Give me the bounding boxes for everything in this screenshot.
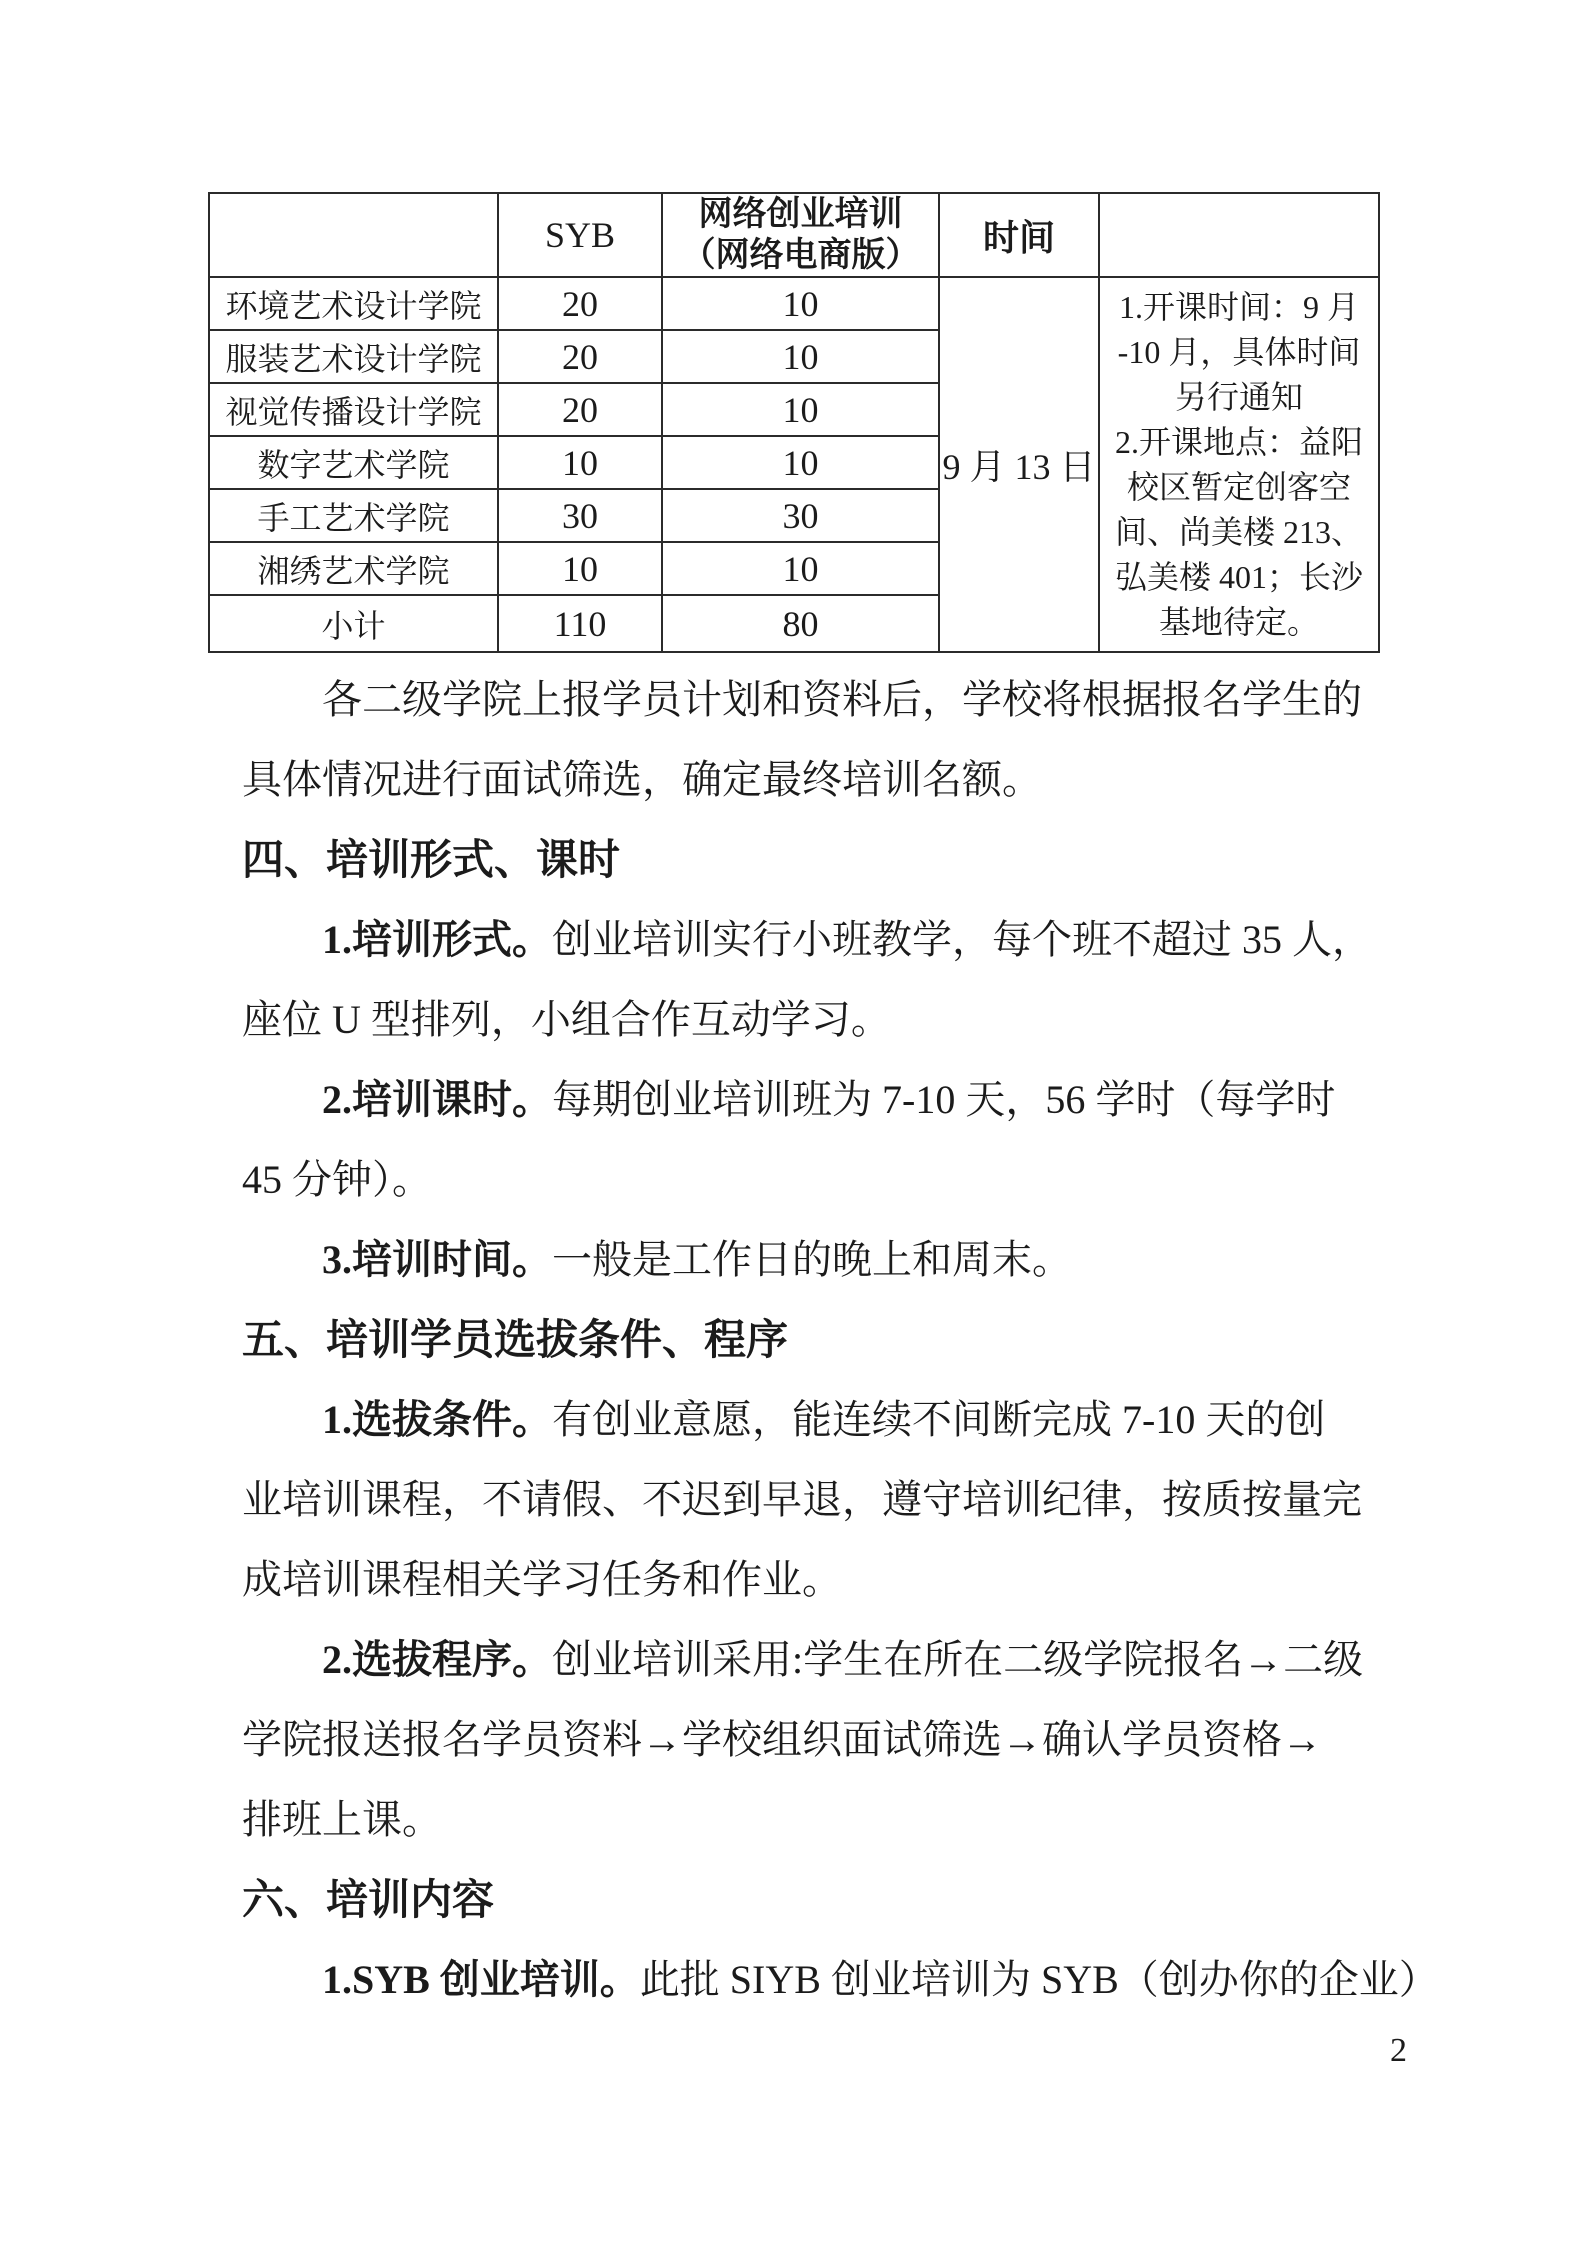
cell-time-merged: 9 月 13 日 xyxy=(939,277,1099,652)
notes-line: 2.开课地点：益阳 xyxy=(1114,423,1363,460)
line-text: 具体情况进行面试筛选，确定最终培训名额。 xyxy=(242,757,1042,802)
section-heading xyxy=(242,1860,1442,1940)
line-text: 创业培训采用:学生在所在二级学院报名→二级 xyxy=(552,1637,1364,1682)
cell-college: 小计 xyxy=(209,595,498,652)
body-line xyxy=(242,1940,1442,2020)
cell-syb: 20 xyxy=(498,383,662,436)
body-line xyxy=(242,1620,1442,1700)
cell-notes-merged xyxy=(1099,277,1379,652)
body-line xyxy=(242,1380,1442,1460)
cell-syb: 20 xyxy=(498,277,662,330)
line-text: 学院报送报名学员资料→学校组织面试筛选→确认学员资格→ xyxy=(242,1717,1322,1762)
body-line xyxy=(242,1460,1442,1540)
notes-line: 弘美楼 401；长沙 xyxy=(1114,558,1363,595)
cell-college: 手工艺术学院 xyxy=(209,489,498,542)
notes-line: -10 月，具体时间 xyxy=(1117,333,1361,370)
cell-net: 30 xyxy=(662,489,939,542)
line-text: 成培训课程相关学习任务和作业。 xyxy=(242,1557,842,1602)
body-line xyxy=(242,1060,1442,1140)
line-text: 座位 U 型排列，小组合作互动学习。 xyxy=(242,997,891,1042)
notes-line: 校区暂定创客空 xyxy=(1126,468,1351,505)
body-line xyxy=(242,1140,1442,1220)
line-text: 五、培训学员选拔条件、程序 xyxy=(242,1316,789,1363)
line-text: 每期创业培训班为 7-10 天，56 学时（每学时 xyxy=(552,1077,1336,1122)
body-line xyxy=(242,900,1442,980)
table-body xyxy=(209,277,1379,652)
header-net-training xyxy=(662,193,939,277)
notes-line: 1.开课时间：9 月 xyxy=(1118,288,1359,325)
header-net-line2: （网络电商版） xyxy=(681,237,920,274)
training-plan-table xyxy=(208,192,1380,653)
table-row xyxy=(209,277,1379,330)
bold-label: 1.选拔条件。 xyxy=(322,1397,552,1442)
line-text: 六、培训内容 xyxy=(242,1876,495,1923)
notes-line: 间、尚美楼 213、 xyxy=(1114,513,1363,550)
cell-college: 湘绣艺术学院 xyxy=(209,542,498,595)
notes-line: 基地待定。 xyxy=(1158,603,1319,640)
cell-net: 80 xyxy=(662,595,939,652)
body-line xyxy=(242,1700,1442,1780)
cell-net: 10 xyxy=(662,542,939,595)
cell-syb: 10 xyxy=(498,436,662,489)
bold-label: 1.SYB 创业培训。 xyxy=(322,1957,640,2002)
header-time: 时间 xyxy=(939,193,1099,277)
cell-college: 环境艺术设计学院 xyxy=(209,277,498,330)
bold-label: 2.培训课时。 xyxy=(322,1077,552,1122)
cell-syb: 10 xyxy=(498,542,662,595)
cell-college: 服装艺术设计学院 xyxy=(209,330,498,383)
cell-net: 10 xyxy=(662,330,939,383)
line-text: 各二级学院上报学员计划和资料后，学校将根据报名学生的 xyxy=(322,677,1362,722)
page-number: 2 xyxy=(1390,2032,1407,2069)
notes-line: 另行通知 xyxy=(1174,378,1303,415)
bold-label: 2.选拔程序。 xyxy=(322,1637,552,1682)
cell-syb: 110 xyxy=(498,595,662,652)
cell-net: 10 xyxy=(662,383,939,436)
line-text: 排班上课。 xyxy=(242,1797,442,1842)
line-text: 此批 SIYB 创业培训为 SYB（创办你的企业） xyxy=(639,1957,1439,2002)
body-line xyxy=(242,1220,1442,1300)
bold-label: 1.培训形式。 xyxy=(322,917,552,962)
cell-college: 视觉传播设计学院 xyxy=(209,383,498,436)
bold-label: 3.培训时间。 xyxy=(322,1237,552,1282)
line-text: 创业培训实行小班教学，每个班不超过 35 人， xyxy=(552,917,1372,962)
cell-net: 10 xyxy=(662,277,939,330)
header-notes xyxy=(1099,193,1379,277)
body-text xyxy=(242,660,1442,2020)
line-text: 有创业意愿，能连续不间断完成 7-10 天的创 xyxy=(552,1397,1326,1442)
header-net-line1: 网络创业培训 xyxy=(698,196,903,233)
line-text: 四、培训形式、课时 xyxy=(242,836,621,883)
header-syb: SYB xyxy=(498,193,662,277)
table-header-row xyxy=(209,193,1379,277)
body-line xyxy=(242,1540,1442,1620)
line-text: 业培训课程，不请假、不迟到早退，遵守培训纪律，按质按量完 xyxy=(242,1477,1362,1522)
line-text: 45 分钟）。 xyxy=(242,1157,432,1202)
line-text: 一般是工作日的晚上和周末。 xyxy=(552,1237,1072,1282)
body-line xyxy=(242,1780,1442,1860)
header-college xyxy=(209,193,498,277)
section-heading xyxy=(242,820,1442,900)
cell-college: 数字艺术学院 xyxy=(209,436,498,489)
body-line xyxy=(242,660,1442,740)
body-line xyxy=(242,980,1442,1060)
cell-syb: 30 xyxy=(498,489,662,542)
cell-net: 10 xyxy=(662,436,939,489)
section-heading xyxy=(242,1300,1442,1380)
body-line xyxy=(242,740,1442,820)
cell-syb: 20 xyxy=(498,330,662,383)
